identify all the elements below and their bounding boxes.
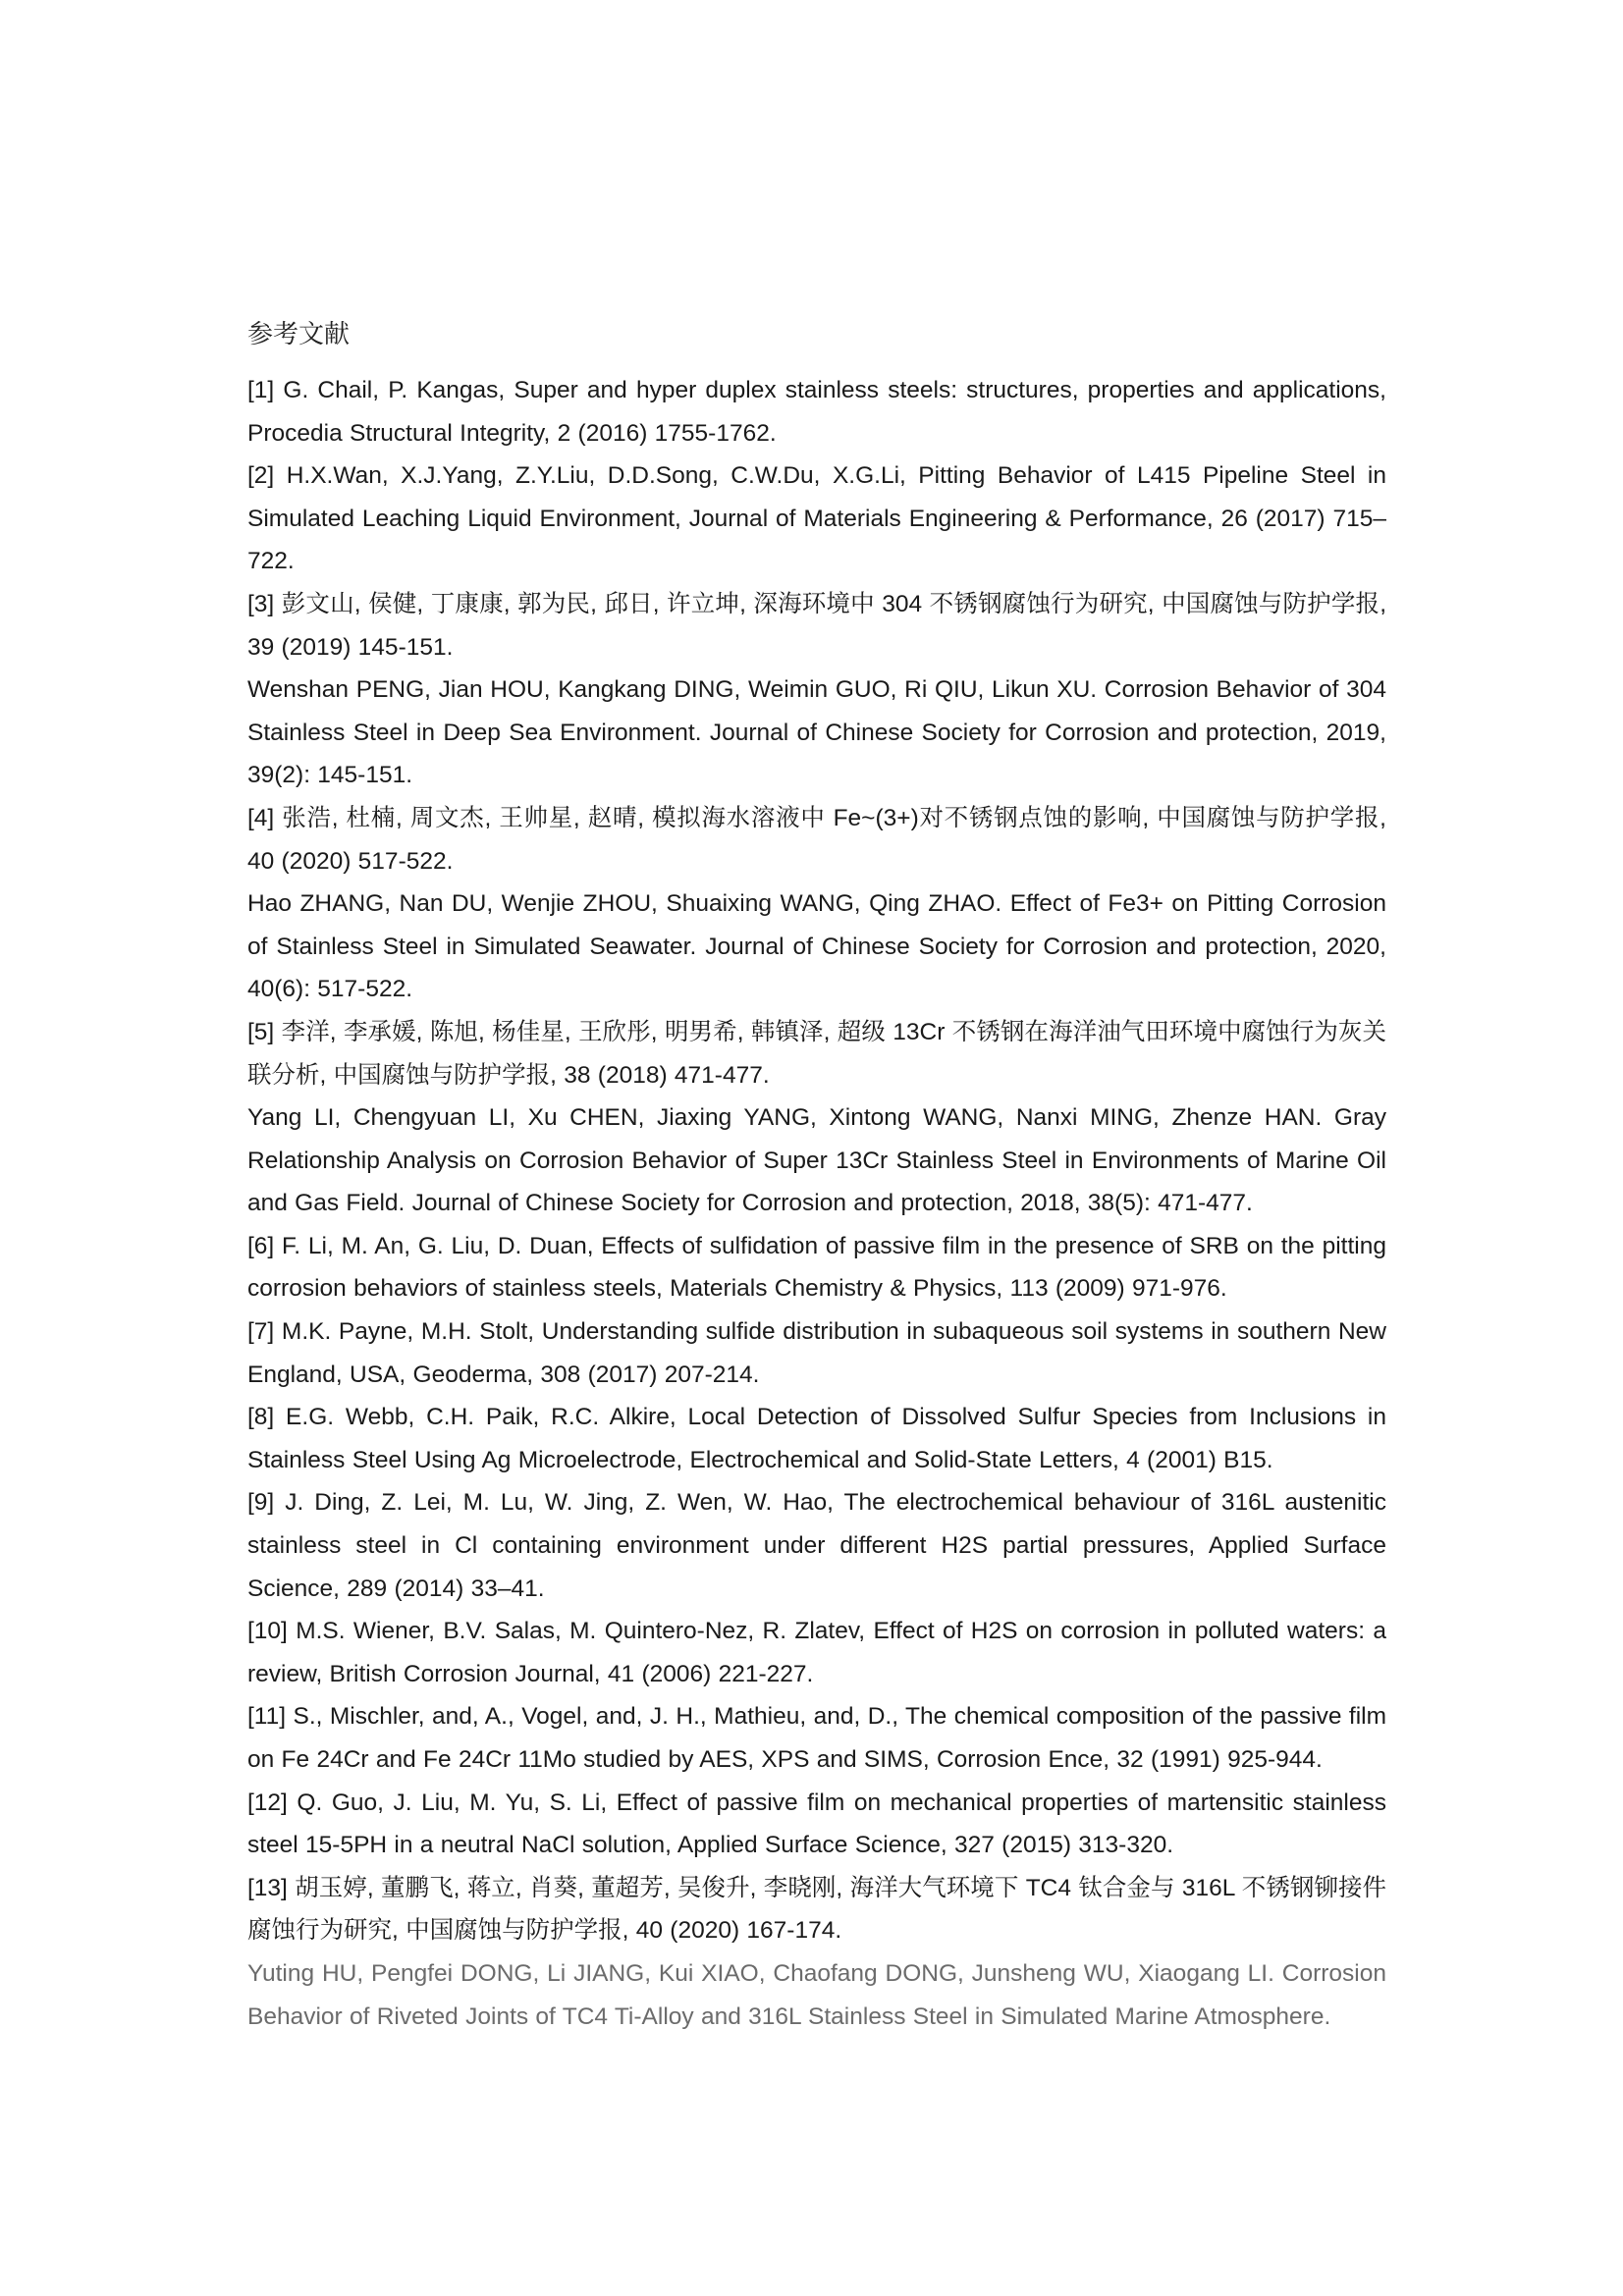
reference-4-en: Hao ZHANG, Nan DU, Wenjie ZHOU, Shuaixing WANG, Qing ZHAO. Effect of Fe3+ on Pitting Corrosion of Stainless Steel in Simulated Seawater. Journal of Chinese Society for Corrosion and protection, 2020, 40(6): 517-522.	[247, 890, 1386, 1003]
reference-5-en: Yang LI, Chengyuan LI, Xu CHEN, Jiaxing YANG, Xintong WANG, Nanxi MING, Zhenze HAN. Gray Relationship Analysis on Corrosion Behavior of Super 13Cr Stainless Steel in Environments of Marine Oil and Gas Field. Journal of Chinese Society for Corrosion and protection, 2018, 38(5): 471-477.	[247, 1104, 1386, 1217]
references-page	[247, 312, 1386, 2038]
reference-7: [7] M.K. Payne, M.H. Stolt, Understanding sulfide distribution in subaqueous soil systems in southern New England, USA, Geoderma, 308 (2017) 207-214.	[247, 1318, 1386, 1388]
reference-11: [11] S., Mischler, and, A., Vogel, and, J. H., Mathieu, and, D., The chemical composition of the passive film on Fe 24Cr and Fe 24Cr 11Mo studied by AES, XPS and SIMS, Corrosion Ence, 32 (1991) 925-944.	[247, 1703, 1386, 1773]
reference-list	[247, 369, 1386, 2038]
reference-13-en: Yuting HU, Pengfei DONG, Li JIANG, Kui XIAO, Chaofang DONG, Junsheng WU, Xiaogang LI. Corrosion Behavior of Riveted Joints of TC4 Ti-Alloy and 316L Stainless Steel in Simulated Marine Atmosphere.	[247, 1959, 1386, 2030]
reference-2: [2] H.X.Wan, X.J.Yang, Z.Y.Liu, D.D.Song, C.W.Du, X.G.Li, Pitting Behavior of L415 Pipeline Steel in Simulated Leaching Liquid Environment, Journal of Materials Engineering & Performance, 26 (2017) 715–722.	[247, 462, 1386, 575]
reference-8: [8] E.G. Webb, C.H. Paik, R.C. Alkire, Local Detection of Dissolved Sulfur Species from Inclusions in Stainless Steel Using Ag Microelectrode, Electrochemical and Solid-State Letters, 4 (2001) B15.	[247, 1404, 1386, 1473]
reference-9: [9] J. Ding, Z. Lei, M. Lu, W. Jing, Z. Wen, W. Hao, The electrochemical behaviour of 316L austenitic stainless steel in Cl containing environment under different H2S partial pressures, Applied Surface Science, 289 (2014) 33–41.	[247, 1489, 1386, 1602]
reference-5-zh: [5] 李洋, 李承媛, 陈旭, 杨佳星, 王欣彤, 明男希, 韩镇泽, 超级 13Cr 不锈钢在海洋油气田环境中腐蚀行为灰关联分析, 中国腐蚀与防护学报, 38 (2018) 471-477.	[247, 1018, 1386, 1089]
reference-12: [12] Q. Guo, J. Liu, M. Yu, S. Li, Effect of passive film on mechanical properties of martensitic stainless steel 15-5PH in a neutral NaCl solution, Applied Surface Science, 327 (2015) 313-320.	[247, 1789, 1386, 1859]
reference-6: [6] F. Li, M. An, G. Liu, D. Duan, Effects of sulfidation of passive film in the presence of SRB on the pitting corrosion behaviors of stainless steels, Materials Chemistry & Physics, 113 (2009) 971-976.	[247, 1232, 1386, 1303]
reference-13-zh: [13] 胡玉婷, 董鹏飞, 蒋立, 肖葵, 董超芳, 吴俊升, 李晓刚, 海洋大气环境下 TC4 钛合金与 316L 不锈钢铆接件腐蚀行为研究, 中国腐蚀与防护学报, 40 (2020) 167-174.	[247, 1874, 1386, 1945]
reference-3-en: Wenshan PENG, Jian HOU, Kangkang DING, Weimin GUO, Ri QIU, Likun XU. Corrosion Behavior of 304 Stainless Steel in Deep Sea Environment. Journal of Chinese Society for Corrosion and protection, 2019, 39(2): 145-151.	[247, 676, 1386, 789]
references-heading: 参考文献	[247, 320, 351, 349]
reference-4-zh: [4] 张浩, 杜楠, 周文杰, 王帅星, 赵晴, 模拟海水溶液中 Fe~(3+)对不锈钢点蚀的影响, 中国腐蚀与防护学报, 40 (2020) 517-522.	[247, 804, 1386, 875]
reference-1: [1] G. Chail, P. Kangas, Super and hyper duplex stainless steels: structures, properties and applications, Procedia Structural Integrity, 2 (2016) 1755-1762.	[247, 377, 1386, 447]
reference-3-zh: [3] 彭文山, 侯健, 丁康康, 郭为民, 邱日, 许立坤, 深海环境中 304 不锈钢腐蚀行为研究, 中国腐蚀与防护学报, 39 (2019) 145-151.	[247, 590, 1386, 661]
reference-10: [10] M.S. Wiener, B.V. Salas, M. Quintero-Nez, R. Zlatev, Effect of H2S on corrosion in polluted waters: a review, British Corrosion Journal, 41 (2006) 221-227.	[247, 1618, 1386, 1687]
